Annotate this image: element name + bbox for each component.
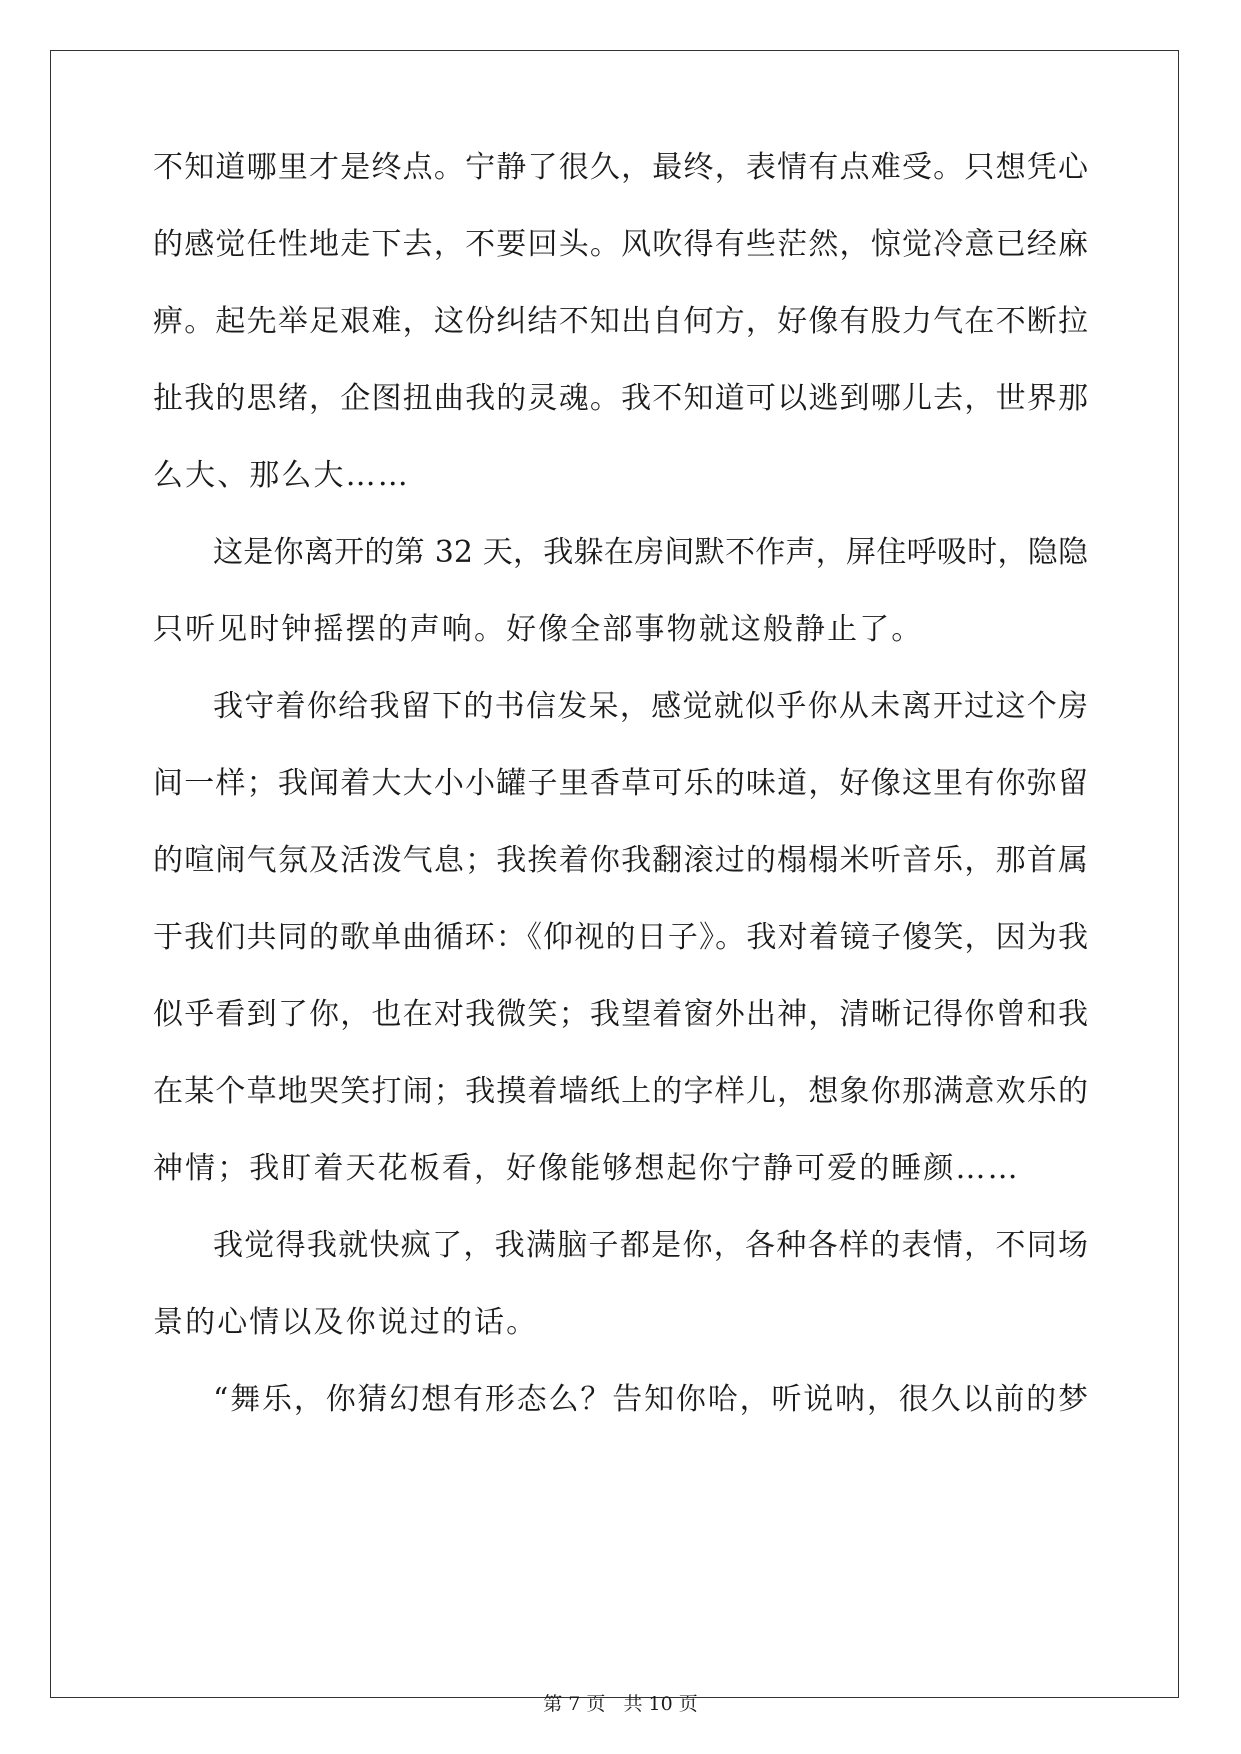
body-line: 的感觉任性地走下去，不要回头。风吹得有些茫然，惊觉冷意已经麻 bbox=[153, 227, 1088, 262]
body-line: 不知道哪里才是终点。宁静了很久，最终，表情有点难受。只想凭心 bbox=[153, 150, 1088, 185]
paragraph-start-line: 这是你离开的第 32 天，我躲在房间默不作声，屏住呼吸时，隐隐 bbox=[213, 535, 1088, 570]
body-line: 的喧闹气氛及活泼气息；我挨着你我翻滚过的榻榻米听音乐，那首属 bbox=[153, 843, 1088, 878]
body-line: 么大、那么大…… bbox=[153, 458, 410, 493]
paragraph-start-line: 我守着你给我留下的书信发呆，感觉就似乎你从未离开过这个房 bbox=[213, 689, 1088, 724]
body-line: 间一样；我闻着大大小小罐子里香草可乐的味道，好像这里有你弥留 bbox=[153, 766, 1088, 801]
body-line: 扯我的思绪，企图扭曲我的灵魂。我不知道可以逃到哪儿去，世界那 bbox=[153, 381, 1088, 416]
page-number: 第 7 页 bbox=[543, 1693, 606, 1715]
body-line: 似乎看到了你，也在对我微笑；我望着窗外出神，清晰记得你曾和我 bbox=[153, 997, 1088, 1032]
paragraph-start-line: 我觉得我就快疯了，我满脑子都是你，各种各样的表情，不同场 bbox=[213, 1228, 1088, 1263]
body-line: 痹。起先举足艰难，这份纠结不知出自何方，好像有股力气在不断拉 bbox=[153, 304, 1088, 339]
body-line: 神情；我盯着天花板看，好像能够想起你宁静可爱的睡颜…… bbox=[153, 1151, 1020, 1186]
body-line: 景的心情以及你说过的话。 bbox=[153, 1305, 539, 1340]
body-line: 只听见时钟摇摆的声响。好像全部事物就这般静止了。 bbox=[153, 612, 924, 647]
paragraph-start-line: “舞乐，你猜幻想有形态么？告知你哈，听说呐，很久以前的梦 bbox=[213, 1382, 1088, 1417]
body-line: 在某个草地哭笑打闹；我摸着墙纸上的字样儿，想象你那满意欢乐的 bbox=[153, 1074, 1088, 1109]
page-footer bbox=[0, 1692, 1241, 1716]
page-total: 共 10 页 bbox=[623, 1693, 698, 1715]
body-line: 于我们共同的歌单曲循环：《仰视的日子》。我对着镜子傻笑，因为我 bbox=[153, 920, 1088, 955]
